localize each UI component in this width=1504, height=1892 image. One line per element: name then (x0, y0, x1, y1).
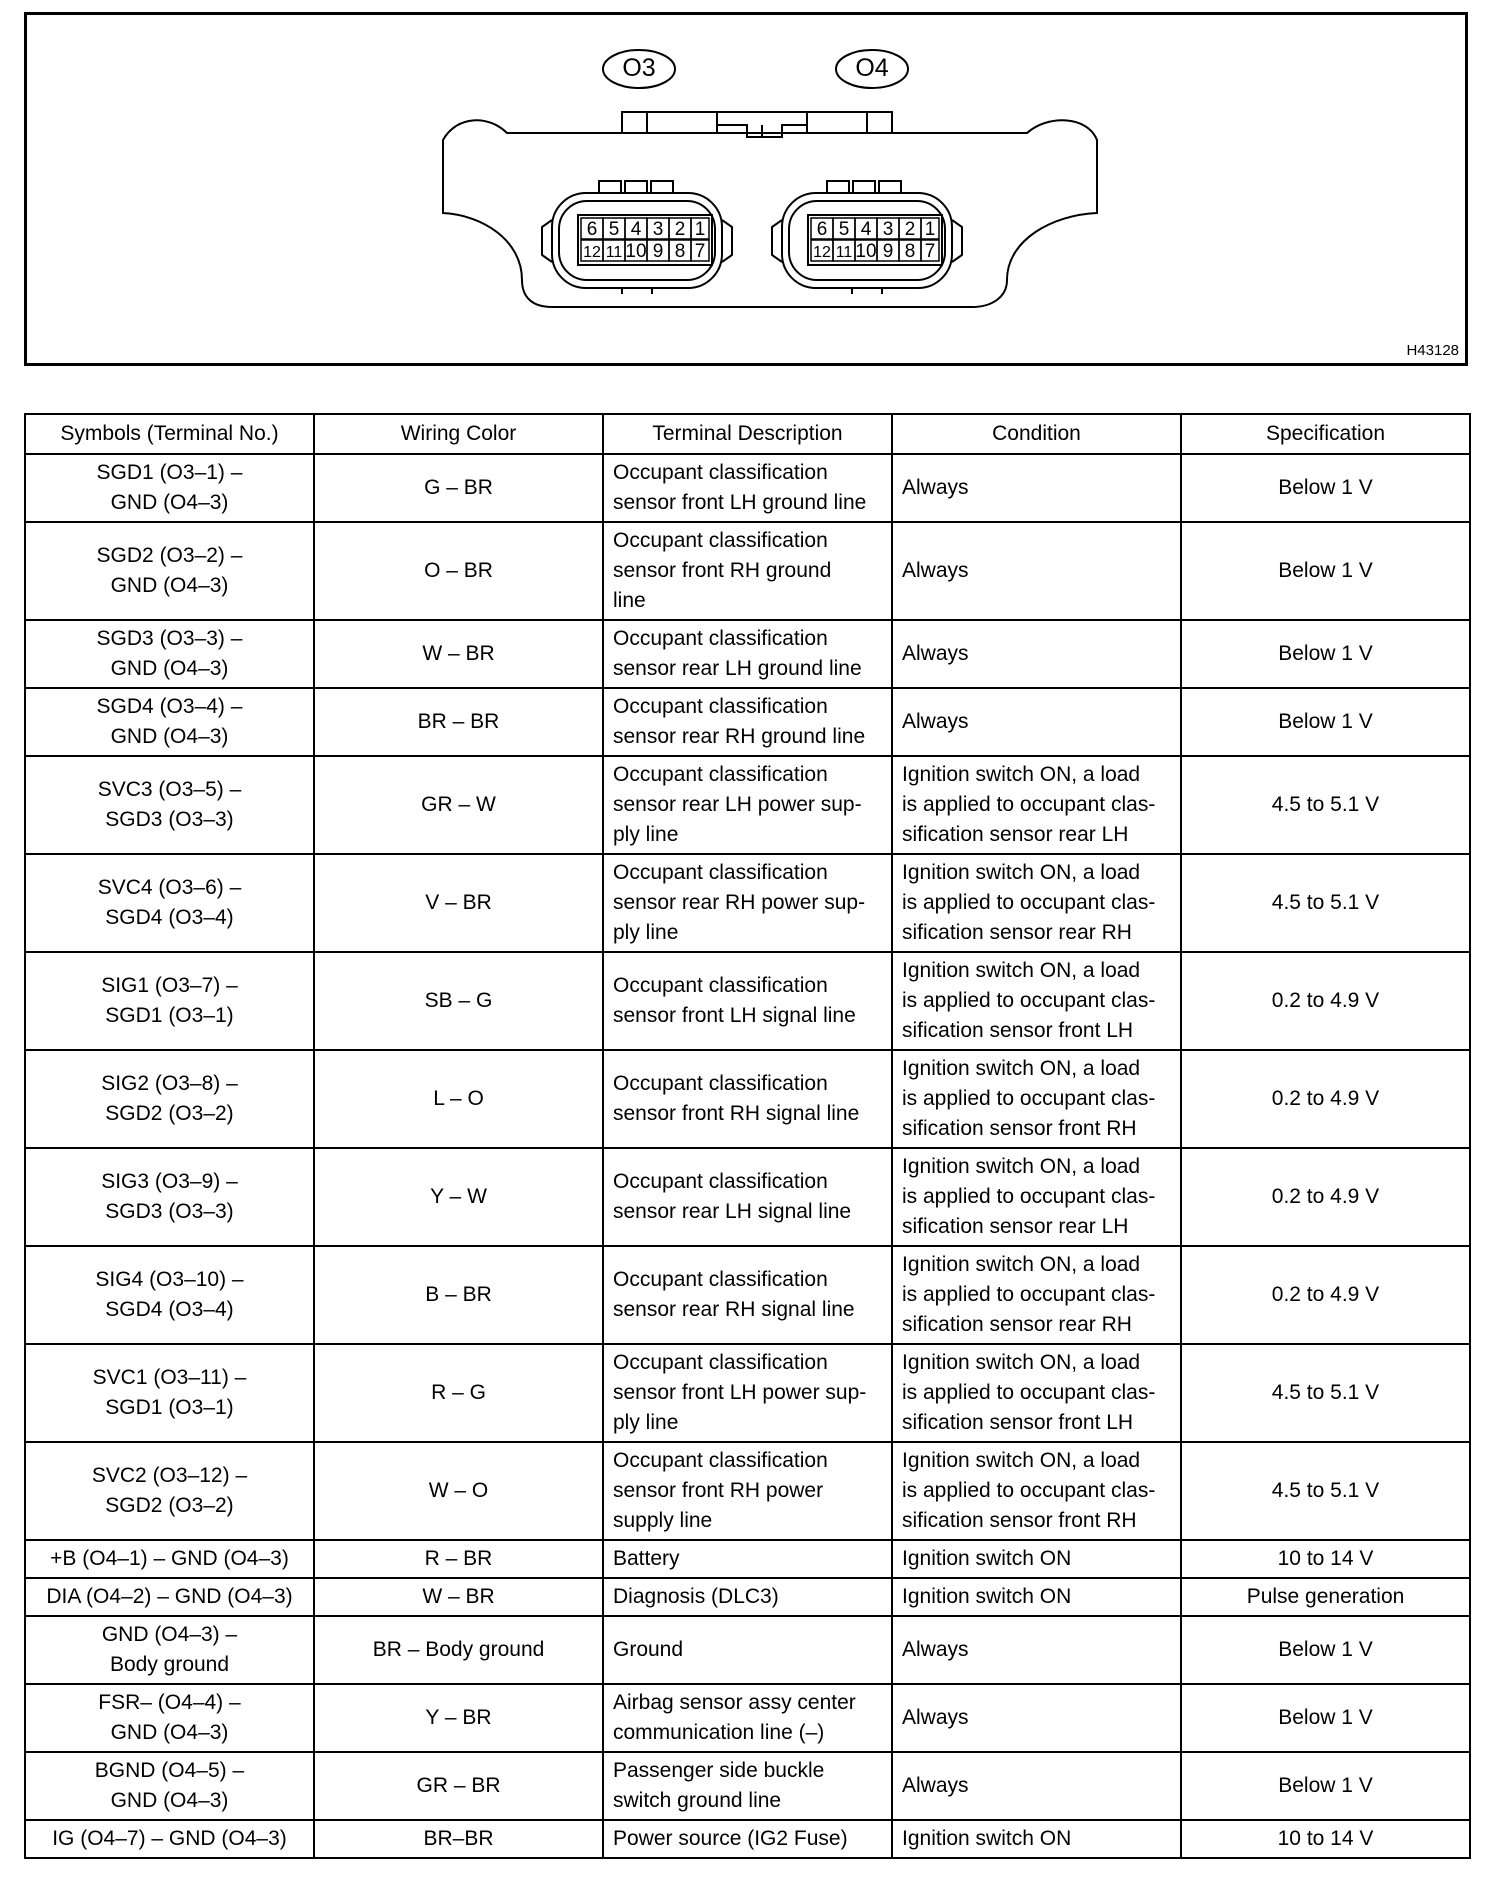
specification-cell: 10 to 14 V (1181, 1820, 1470, 1858)
wiring-color-cell: SB – G (314, 952, 603, 1050)
wiring-color-cell: Y – W (314, 1148, 603, 1246)
condition-cell: Ignition switch ON, a load is applied to occupant clas- sification sensor front RH (892, 1442, 1181, 1540)
symbols-cell: SGD3 (O3–3) – GND (O4–3) (25, 620, 314, 688)
table-row (25, 1246, 1470, 1344)
wiring-color-cell: GR – BR (314, 1752, 603, 1820)
pin-number: 11 (605, 244, 623, 261)
pin-number: 5 (608, 219, 620, 240)
terminal-spec-table (24, 413, 1471, 1859)
o4-label: O4 (855, 54, 889, 82)
header-symbols: Symbols (Terminal No.) (25, 414, 314, 454)
table-row (25, 1050, 1470, 1148)
pin-number: 6 (816, 219, 828, 240)
condition-cell: Ignition switch ON, a load is applied to occupant clas- sification sensor rear RH (892, 1246, 1181, 1344)
description-cell: Battery (603, 1540, 892, 1578)
description-cell: Occupant classification sensor rear RH power sup- ply line (603, 854, 892, 952)
description-cell: Occupant classification sensor rear RH ground line (603, 688, 892, 756)
pin-number: 7 (924, 241, 936, 262)
table-row (25, 1540, 1470, 1578)
table-row (25, 1684, 1470, 1752)
wiring-color-cell: Y – BR (314, 1684, 603, 1752)
condition-cell: Ignition switch ON, a load is applied to occupant clas- sification sensor front RH (892, 1050, 1181, 1148)
pin-number: 3 (882, 219, 894, 240)
description-cell: Passenger side buckle switch ground line (603, 1752, 892, 1820)
description-cell: Occupant classification sensor front LH ground line (603, 454, 892, 522)
connector-diagram (24, 12, 1468, 366)
description-cell: Occupant classification sensor rear LH ground line (603, 620, 892, 688)
description-cell: Occupant classification sensor front RH signal line (603, 1050, 892, 1148)
table-row (25, 952, 1470, 1050)
pin-number: 1 (694, 219, 706, 240)
condition-cell: Ignition switch ON, a load is applied to occupant clas- sification sensor front LH (892, 1344, 1181, 1442)
condition-cell: Ignition switch ON (892, 1578, 1181, 1616)
specification-cell: Below 1 V (1181, 1616, 1470, 1684)
wiring-color-cell: B – BR (314, 1246, 603, 1344)
wiring-color-cell: GR – W (314, 756, 603, 854)
wiring-color-cell: W – BR (314, 620, 603, 688)
table-header-row (25, 414, 1470, 454)
symbols-cell: SIG4 (O3–10) – SGD4 (O3–4) (25, 1246, 314, 1344)
condition-cell: Always (892, 1684, 1181, 1752)
pin-number: 7 (694, 241, 706, 262)
condition-cell: Always (892, 620, 1181, 688)
description-cell: Occupant classification sensor front LH signal line (603, 952, 892, 1050)
wiring-color-cell: R – BR (314, 1540, 603, 1578)
symbols-cell: SVC4 (O3–6) – SGD4 (O3–4) (25, 854, 314, 952)
symbols-cell: SIG2 (O3–8) – SGD2 (O3–2) (25, 1050, 314, 1148)
pin-number: 6 (586, 219, 598, 240)
pin-number: 2 (904, 219, 916, 240)
condition-cell: Always (892, 1616, 1181, 1684)
description-cell: Power source (IG2 Fuse) (603, 1820, 892, 1858)
wiring-color-cell: BR – BR (314, 688, 603, 756)
table-row (25, 854, 1470, 952)
specification-cell: 4.5 to 5.1 V (1181, 1344, 1470, 1442)
symbols-cell: SVC1 (O3–11) – SGD1 (O3–1) (25, 1344, 314, 1442)
pin-number: 11 (835, 244, 853, 261)
pin-number: 3 (652, 219, 664, 240)
wiring-color-cell: W – O (314, 1442, 603, 1540)
description-cell: Occupant classification sensor front LH power sup- ply line (603, 1344, 892, 1442)
table-body (25, 454, 1470, 1858)
condition-cell: Always (892, 1752, 1181, 1820)
connector-drawing (27, 15, 1465, 363)
pin-number: 9 (882, 241, 894, 262)
symbols-cell: +B (O4–1) – GND (O4–3) (25, 1540, 314, 1578)
description-cell: Occupant classification sensor front RH power supply line (603, 1442, 892, 1540)
symbols-cell: SGD2 (O3–2) – GND (O4–3) (25, 522, 314, 620)
wiring-color-cell: G – BR (314, 454, 603, 522)
description-cell: Occupant classification sensor rear LH signal line (603, 1148, 892, 1246)
table-row (25, 1820, 1470, 1858)
condition-cell: Ignition switch ON, a load is applied to occupant clas- sification sensor front LH (892, 952, 1181, 1050)
wiring-color-cell: V – BR (314, 854, 603, 952)
symbols-cell: GND (O4–3) – Body ground (25, 1616, 314, 1684)
specification-cell: 4.5 to 5.1 V (1181, 1442, 1470, 1540)
wiring-color-cell: R – G (314, 1344, 603, 1442)
pin-number: 2 (674, 219, 686, 240)
table-row (25, 1148, 1470, 1246)
condition-cell: Ignition switch ON, a load is applied to occupant clas- sification sensor rear RH (892, 854, 1181, 952)
pin-number: 10 (855, 241, 877, 262)
table-row (25, 1752, 1470, 1820)
wiring-color-cell: L – O (314, 1050, 603, 1148)
specification-cell: 4.5 to 5.1 V (1181, 854, 1470, 952)
specification-cell: Below 1 V (1181, 620, 1470, 688)
table-row (25, 1578, 1470, 1616)
pin-number: 8 (674, 241, 686, 262)
symbols-cell: SIG3 (O3–9) – SGD3 (O3–3) (25, 1148, 314, 1246)
specification-cell: 0.2 to 4.9 V (1181, 952, 1470, 1050)
wiring-color-cell: BR–BR (314, 1820, 603, 1858)
specification-cell: 0.2 to 4.9 V (1181, 1148, 1470, 1246)
header-specification: Specification (1181, 414, 1470, 454)
symbols-cell: SVC3 (O3–5) – SGD3 (O3–3) (25, 756, 314, 854)
description-cell: Occupant classification sensor front RH ground line (603, 522, 892, 620)
pin-number: 9 (652, 241, 664, 262)
table-row (25, 1344, 1470, 1442)
specification-cell: Below 1 V (1181, 522, 1470, 620)
table-row (25, 522, 1470, 620)
specification-cell: 0.2 to 4.9 V (1181, 1246, 1470, 1344)
condition-cell: Always (892, 454, 1181, 522)
table-row (25, 1616, 1470, 1684)
pin-number: 4 (860, 219, 872, 240)
o3-label: O3 (622, 54, 656, 82)
pin-number: 12 (813, 244, 831, 261)
description-cell: Occupant classification sensor rear RH signal line (603, 1246, 892, 1344)
pin-number: 10 (625, 241, 647, 262)
table-row (25, 620, 1470, 688)
specification-cell: 0.2 to 4.9 V (1181, 1050, 1470, 1148)
specification-cell: 10 to 14 V (1181, 1540, 1470, 1578)
description-cell: Airbag sensor assy center communication line (–) (603, 1684, 892, 1752)
pin-number: 12 (583, 244, 601, 261)
header-condition: Condition (892, 414, 1181, 454)
specification-cell: Below 1 V (1181, 1752, 1470, 1820)
condition-cell: Ignition switch ON (892, 1820, 1181, 1858)
pin-number: 4 (630, 219, 642, 240)
symbols-cell: SVC2 (O3–12) – SGD2 (O3–2) (25, 1442, 314, 1540)
symbols-cell: SGD1 (O3–1) – GND (O4–3) (25, 454, 314, 522)
pin-number: 5 (838, 219, 850, 240)
symbols-cell: SIG1 (O3–7) – SGD1 (O3–1) (25, 952, 314, 1050)
pin-number: 1 (924, 219, 936, 240)
symbols-cell: FSR– (O4–4) – GND (O4–3) (25, 1684, 314, 1752)
header-wiring-color: Wiring Color (314, 414, 603, 454)
specification-cell: Below 1 V (1181, 688, 1470, 756)
condition-cell: Always (892, 688, 1181, 756)
condition-cell: Always (892, 522, 1181, 620)
description-cell: Ground (603, 1616, 892, 1684)
specification-cell: Below 1 V (1181, 454, 1470, 522)
table-row (25, 756, 1470, 854)
table-row (25, 1442, 1470, 1540)
description-cell: Diagnosis (DLC3) (603, 1578, 892, 1616)
condition-cell: Ignition switch ON, a load is applied to occupant clas- sification sensor rear LH (892, 1148, 1181, 1246)
table-row (25, 454, 1470, 522)
symbols-cell: SGD4 (O3–4) – GND (O4–3) (25, 688, 314, 756)
symbols-cell: BGND (O4–5) – GND (O4–3) (25, 1752, 314, 1820)
condition-cell: Ignition switch ON (892, 1540, 1181, 1578)
pin-number: 8 (904, 241, 916, 262)
wiring-color-cell: O – BR (314, 522, 603, 620)
table-row (25, 688, 1470, 756)
figure-code: H43128 (1406, 342, 1459, 359)
symbols-cell: IG (O4–7) – GND (O4–3) (25, 1820, 314, 1858)
wiring-color-cell: W – BR (314, 1578, 603, 1616)
specification-cell: Pulse generation (1181, 1578, 1470, 1616)
specification-cell: Below 1 V (1181, 1684, 1470, 1752)
symbols-cell: DIA (O4–2) – GND (O4–3) (25, 1578, 314, 1616)
header-terminal-description: Terminal Description (603, 414, 892, 454)
specification-cell: 4.5 to 5.1 V (1181, 756, 1470, 854)
wiring-color-cell: BR – Body ground (314, 1616, 603, 1684)
condition-cell: Ignition switch ON, a load is applied to occupant clas- sification sensor rear LH (892, 756, 1181, 854)
description-cell: Occupant classification sensor rear LH power sup- ply line (603, 756, 892, 854)
